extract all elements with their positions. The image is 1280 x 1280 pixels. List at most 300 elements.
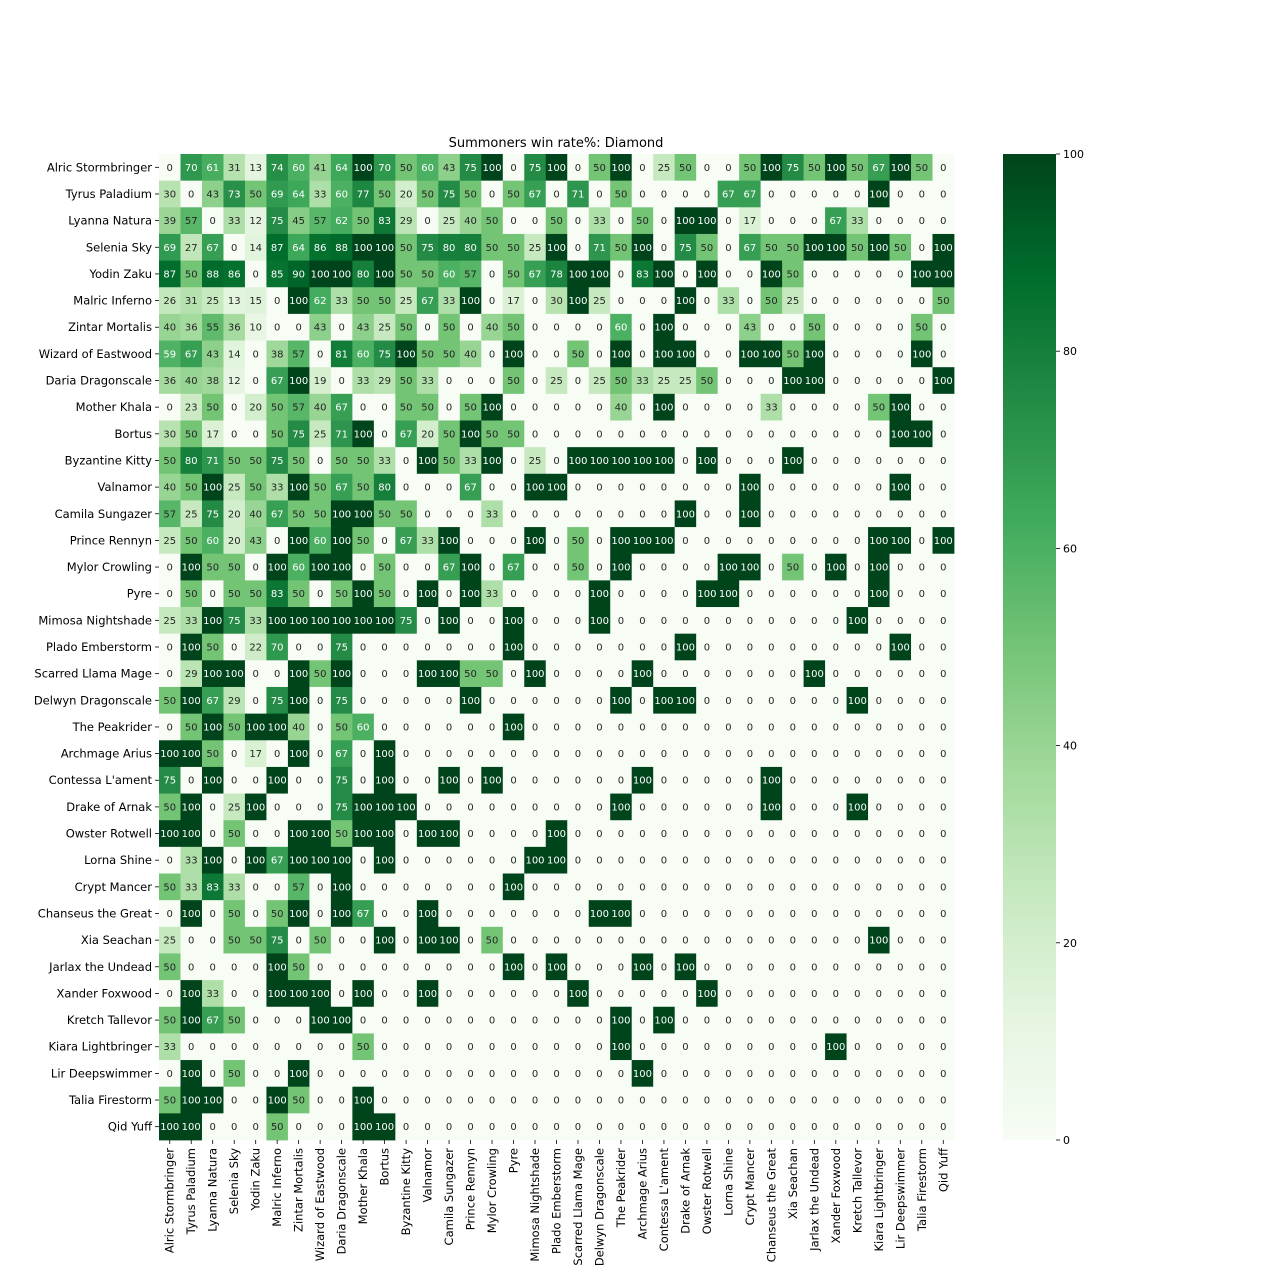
y-tick-label: Crypt Mancer bbox=[74, 879, 152, 894]
cell-value-label: 0 bbox=[209, 1122, 216, 1134]
cell-value-label: 0 bbox=[746, 615, 754, 627]
cell-value-label: 0 bbox=[445, 402, 453, 414]
cell-value-label: 0 bbox=[832, 429, 840, 441]
cell-value-label: 0 bbox=[231, 962, 238, 974]
cell-value-label: 50 bbox=[356, 482, 370, 494]
cell-value-label: 0 bbox=[596, 935, 603, 947]
cell-value-label: 100 bbox=[439, 775, 459, 787]
cell-value-label: 0 bbox=[510, 935, 517, 947]
cell-value-label: 50 bbox=[442, 455, 456, 467]
cell-value-label: 0 bbox=[854, 775, 861, 787]
cell-value-label: 0 bbox=[682, 189, 689, 201]
cell-value-label: 0 bbox=[832, 908, 840, 920]
cell-value-label: 0 bbox=[273, 669, 281, 681]
cell-value-label: 100 bbox=[289, 296, 309, 308]
cell-value-label: 100 bbox=[181, 1068, 201, 1080]
cell-value-label: 83 bbox=[206, 882, 220, 894]
cell-value-label: 80 bbox=[184, 455, 198, 467]
cell-value-label: 0 bbox=[940, 669, 947, 681]
cell-value-label: 0 bbox=[854, 829, 861, 841]
cell-value-label: 50 bbox=[292, 1095, 306, 1107]
cell-value-label: 50 bbox=[614, 189, 628, 201]
cell-value-label: 0 bbox=[231, 1122, 238, 1134]
cell-value-label: 0 bbox=[209, 962, 216, 974]
cell-value-label: 0 bbox=[789, 322, 797, 334]
cell-value-label: 0 bbox=[574, 882, 582, 894]
cell-value-label: 75 bbox=[270, 695, 284, 707]
cell-value-label: 100 bbox=[375, 269, 395, 281]
cell-value-label: 100 bbox=[804, 376, 824, 388]
cell-value-label: 100 bbox=[761, 269, 781, 281]
cell-value-label: 0 bbox=[188, 775, 195, 787]
cell-value-label: 100 bbox=[418, 935, 438, 947]
cell-value-label: 0 bbox=[703, 882, 711, 894]
cell-value-label: 0 bbox=[316, 882, 324, 894]
cell-value-label: 0 bbox=[467, 882, 474, 894]
cell-value-label: 100 bbox=[418, 589, 438, 601]
cell-value-label: 0 bbox=[381, 908, 388, 920]
cell-value-label: 0 bbox=[811, 642, 818, 654]
cell-value-label: 0 bbox=[725, 908, 732, 920]
cell-value-label: 0 bbox=[488, 1122, 496, 1134]
cell-value-label: 0 bbox=[660, 589, 668, 601]
cell-value-label: 0 bbox=[510, 802, 517, 814]
cell-value-label: 50 bbox=[614, 376, 628, 388]
cell-value-label: 33 bbox=[335, 296, 349, 308]
cell-value-label: 0 bbox=[488, 642, 496, 654]
cell-value-label: 0 bbox=[639, 722, 646, 734]
cell-value-label: 100 bbox=[160, 1122, 180, 1134]
cell-value-label: 100 bbox=[826, 162, 846, 174]
cell-value-label: 0 bbox=[574, 722, 582, 734]
cell-value-label: 0 bbox=[746, 402, 754, 414]
cell-value-label: 0 bbox=[467, 1068, 474, 1080]
cell-value-label: 100 bbox=[890, 642, 910, 654]
cell-value-label: 0 bbox=[359, 935, 367, 947]
cell-value-label: 0 bbox=[574, 1122, 582, 1134]
cell-value-label: 0 bbox=[231, 855, 238, 867]
cell-value-label: 0 bbox=[768, 988, 775, 1000]
cell-value-label: 0 bbox=[811, 509, 818, 521]
cell-value-label: 0 bbox=[553, 402, 560, 414]
cell-value-label: 0 bbox=[789, 1015, 797, 1027]
cell-value-label: 100 bbox=[203, 722, 223, 734]
cell-value-label: 0 bbox=[811, 855, 818, 867]
cell-value-label: 100 bbox=[375, 935, 395, 947]
cell-value-label: 0 bbox=[231, 402, 238, 414]
cell-value-label: 0 bbox=[252, 1015, 259, 1027]
cell-value-label: 0 bbox=[166, 402, 173, 414]
cell-value-label: 0 bbox=[209, 1068, 216, 1080]
cell-value-label: 50 bbox=[227, 589, 241, 601]
cell-value-label: 0 bbox=[789, 855, 797, 867]
cell-value-label: 100 bbox=[289, 482, 309, 494]
cell-value-label: 0 bbox=[854, 669, 861, 681]
cell-value-label: 0 bbox=[897, 1015, 904, 1027]
cell-value-label: 0 bbox=[918, 1095, 925, 1107]
cell-value-label: 0 bbox=[252, 562, 259, 574]
cell-value-label: 73 bbox=[227, 189, 241, 201]
cell-value-label: 100 bbox=[289, 908, 309, 920]
cell-value-label: 0 bbox=[316, 775, 324, 787]
cell-value-label: 0 bbox=[875, 908, 882, 920]
cell-value-label: 0 bbox=[832, 455, 840, 467]
cell-value-label: 0 bbox=[940, 162, 947, 174]
cell-value-label: 0 bbox=[553, 935, 560, 947]
cell-value-label: 67 bbox=[335, 749, 349, 761]
x-tick-label: Drake of Arnak bbox=[678, 1148, 693, 1234]
cell-value-label: 0 bbox=[574, 615, 582, 627]
cell-value-label: 0 bbox=[531, 402, 539, 414]
cell-value-label: 50 bbox=[614, 242, 628, 254]
cell-value-label: 0 bbox=[574, 855, 582, 867]
cell-value-label: 0 bbox=[639, 642, 646, 654]
cell-value-label: 0 bbox=[918, 935, 925, 947]
cell-value-label: 40 bbox=[464, 216, 477, 228]
cell-value-label: 0 bbox=[682, 269, 689, 281]
cell-value-label: 60 bbox=[335, 189, 349, 201]
cell-value-label: 0 bbox=[209, 216, 216, 228]
cell-value-label: 0 bbox=[875, 722, 882, 734]
cell-value-label: 100 bbox=[675, 509, 695, 521]
cell-value-label: 0 bbox=[918, 1042, 925, 1054]
cell-value-label: 0 bbox=[467, 322, 474, 334]
cell-value-label: 0 bbox=[553, 349, 560, 361]
cell-value-label: 0 bbox=[574, 962, 582, 974]
cell-value-label: 0 bbox=[875, 216, 882, 228]
cell-value-label: 67 bbox=[528, 189, 542, 201]
cell-value-label: 0 bbox=[467, 1095, 474, 1107]
cell-value-label: 0 bbox=[789, 402, 797, 414]
cell-value-label: 100 bbox=[589, 589, 610, 601]
cell-value-label: 0 bbox=[231, 775, 238, 787]
cell-value-label: 0 bbox=[918, 962, 925, 974]
cell-value-label: 19 bbox=[313, 376, 327, 388]
cell-value-label: 0 bbox=[725, 829, 732, 841]
cell-value-label: 33 bbox=[722, 296, 735, 308]
cell-value-label: 0 bbox=[445, 855, 453, 867]
cell-value-label: 0 bbox=[553, 722, 560, 734]
cell-value-label: 0 bbox=[617, 589, 625, 601]
cell-value-label: 0 bbox=[488, 349, 496, 361]
cell-value-label: 0 bbox=[531, 722, 539, 734]
cell-value-label: 0 bbox=[768, 1042, 775, 1054]
cell-value-label: 0 bbox=[467, 722, 474, 734]
cell-value-label: 0 bbox=[531, 376, 539, 388]
cell-value-label: 0 bbox=[768, 695, 775, 707]
cell-value-label: 0 bbox=[918, 642, 925, 654]
cell-value-label: 0 bbox=[596, 882, 603, 894]
cell-value-label: 0 bbox=[703, 642, 711, 654]
x-tick-label: Contessa L'ament bbox=[656, 1148, 671, 1252]
cell-value-label: 0 bbox=[789, 535, 797, 547]
cell-value-label: 50 bbox=[399, 269, 413, 281]
cell-value-label: 0 bbox=[811, 1015, 818, 1027]
cell-value-label: 0 bbox=[703, 908, 711, 920]
cell-value-label: 100 bbox=[310, 829, 330, 841]
cell-value-label: 0 bbox=[488, 962, 496, 974]
cell-value-label: 0 bbox=[897, 1095, 904, 1107]
cell-value-label: 100 bbox=[160, 749, 180, 761]
cell-value-label: 75 bbox=[335, 775, 349, 787]
cell-value-label: 0 bbox=[510, 855, 517, 867]
cell-value-label: 0 bbox=[596, 642, 603, 654]
cell-value-label: 75 bbox=[335, 642, 349, 654]
cell-value-label: 0 bbox=[553, 322, 560, 334]
cell-value-label: 100 bbox=[203, 615, 223, 627]
x-tick-label: Bortus bbox=[377, 1148, 392, 1186]
cell-value-label: 0 bbox=[574, 429, 582, 441]
cell-value-label: 100 bbox=[632, 535, 652, 547]
x-tick-label: Archmage Arius bbox=[635, 1148, 650, 1240]
cell-value-label: 50 bbox=[378, 189, 391, 201]
cell-value-label: 0 bbox=[553, 775, 560, 787]
cell-value-label: 0 bbox=[252, 269, 259, 281]
cell-value-label: 90 bbox=[292, 269, 306, 281]
cell-value-label: 0 bbox=[488, 1095, 496, 1107]
chart-title: Summoners win rate%: Diamond bbox=[448, 136, 664, 151]
cell-value-label: 43 bbox=[442, 162, 456, 174]
cell-value-label: 75 bbox=[227, 615, 241, 627]
cell-value-label: 100 bbox=[181, 829, 201, 841]
cell-value-label: 100 bbox=[546, 482, 567, 494]
cell-value-label: 0 bbox=[725, 376, 732, 388]
cell-value-label: 0 bbox=[639, 908, 646, 920]
cell-value-label: 50 bbox=[786, 562, 800, 574]
cell-value-label: 0 bbox=[617, 988, 625, 1000]
cell-value-label: 0 bbox=[875, 962, 882, 974]
cell-value-label: 0 bbox=[682, 908, 689, 920]
cell-value-label: 0 bbox=[467, 1042, 474, 1054]
cell-value-label: 0 bbox=[488, 296, 496, 308]
cell-value-label: 0 bbox=[596, 482, 603, 494]
cell-value-label: 50 bbox=[163, 695, 177, 707]
cell-value-label: 0 bbox=[553, 908, 560, 920]
cell-value-label: 0 bbox=[918, 882, 925, 894]
cell-value-label: 100 bbox=[632, 669, 652, 681]
cell-value-label: 60 bbox=[356, 722, 370, 734]
cell-value-label: 100 bbox=[353, 589, 373, 601]
cell-value-label: 0 bbox=[617, 482, 625, 494]
x-tick-label: Mother Khala bbox=[356, 1148, 371, 1225]
cell-value-label: 77 bbox=[356, 189, 370, 201]
cell-value-label: 0 bbox=[467, 1122, 474, 1134]
cell-value-label: 0 bbox=[811, 1042, 818, 1054]
cell-value-label: 0 bbox=[574, 322, 582, 334]
cell-value-label: 0 bbox=[897, 322, 904, 334]
cell-value-label: 0 bbox=[725, 722, 732, 734]
cell-value-label: 0 bbox=[424, 1122, 431, 1134]
cell-value-label: 0 bbox=[854, 322, 861, 334]
cell-value-label: 50 bbox=[292, 509, 306, 521]
cell-value-label: 0 bbox=[467, 775, 474, 787]
cell-value-label: 0 bbox=[832, 935, 840, 947]
cell-value-label: 0 bbox=[424, 482, 431, 494]
cell-value-label: 100 bbox=[418, 455, 438, 467]
cell-value-label: 0 bbox=[574, 1015, 582, 1027]
cell-value-label: 0 bbox=[531, 615, 539, 627]
cell-value-label: 0 bbox=[854, 402, 861, 414]
y-tick-label: Plado Emberstorm bbox=[45, 640, 152, 654]
cell-value-label: 0 bbox=[488, 988, 496, 1000]
cell-value-label: 100 bbox=[289, 669, 309, 681]
cell-value-label: 0 bbox=[746, 296, 754, 308]
cell-value-label: 0 bbox=[768, 642, 775, 654]
cell-value-label: 0 bbox=[703, 535, 711, 547]
cell-value-label: 0 bbox=[854, 642, 861, 654]
cell-value-label: 50 bbox=[850, 162, 864, 174]
cell-value-label: 100 bbox=[310, 1015, 330, 1027]
y-tick-label: Drake of Arnak bbox=[66, 799, 152, 814]
cell-value-label: 100 bbox=[740, 482, 760, 494]
y-tick-label: Alric Stormbringer bbox=[46, 160, 152, 175]
cell-value-label: 50 bbox=[227, 829, 241, 841]
cell-value-label: 50 bbox=[485, 429, 499, 441]
cell-value-label: 50 bbox=[163, 1015, 177, 1027]
cell-value-label: 100 bbox=[439, 935, 459, 947]
cell-value-label: 100 bbox=[289, 535, 309, 547]
cell-value-label: 33 bbox=[485, 589, 499, 601]
cell-value-label: 0 bbox=[617, 615, 625, 627]
cell-value-label: 0 bbox=[660, 1095, 668, 1107]
cell-value-label: 0 bbox=[445, 749, 453, 761]
cell-value-label: 57 bbox=[292, 882, 306, 894]
cell-value-label: 0 bbox=[811, 988, 818, 1000]
cell-value-label: 0 bbox=[510, 402, 517, 414]
cell-value-label: 50 bbox=[356, 216, 370, 228]
cell-value-label: 0 bbox=[316, 722, 324, 734]
cell-value-label: 0 bbox=[940, 349, 947, 361]
y-tick-label: Daria Dragonscale bbox=[45, 373, 152, 388]
colorbar-ticks bbox=[1056, 148, 1084, 1147]
cell-value-label: 100 bbox=[353, 242, 373, 254]
cell-value-label: 0 bbox=[897, 455, 904, 467]
cell-value-label: 0 bbox=[660, 829, 668, 841]
cell-value-label: 40 bbox=[464, 349, 477, 361]
cell-value-label: 0 bbox=[596, 1015, 603, 1027]
y-axis-labels bbox=[34, 160, 159, 1133]
cell-value-label: 0 bbox=[768, 455, 775, 467]
cell-value-label: 0 bbox=[402, 829, 410, 841]
cell-value-label: 100 bbox=[740, 509, 760, 521]
cell-value-label: 0 bbox=[897, 589, 904, 601]
cell-value-label: 0 bbox=[617, 509, 625, 521]
cell-value-label: 100 bbox=[461, 695, 481, 707]
cell-value-label: 50 bbox=[249, 455, 263, 467]
cell-value-label: 0 bbox=[832, 482, 840, 494]
cell-value-label: 0 bbox=[897, 695, 904, 707]
cell-value-label: 57 bbox=[163, 509, 177, 521]
cell-value-label: 50 bbox=[184, 269, 198, 281]
cell-value-label: 100 bbox=[826, 242, 846, 254]
cell-value-label: 0 bbox=[510, 1015, 517, 1027]
cell-value-label: 0 bbox=[166, 162, 173, 174]
cell-value-label: 60 bbox=[313, 535, 327, 547]
cell-value-label: 0 bbox=[510, 669, 517, 681]
cell-value-label: 100 bbox=[718, 589, 738, 601]
cell-value-label: 0 bbox=[510, 775, 517, 787]
cell-value-label: 0 bbox=[768, 722, 775, 734]
cell-value-label: 33 bbox=[163, 1042, 177, 1054]
cell-value-label: 0 bbox=[639, 429, 646, 441]
cell-value-label: 100 bbox=[203, 1095, 223, 1107]
cell-value-label: 0 bbox=[897, 935, 904, 947]
cell-value-label: 0 bbox=[445, 482, 453, 494]
x-tick-label: Delwyn Dragonscale bbox=[592, 1148, 607, 1267]
cell-value-label: 100 bbox=[611, 802, 631, 814]
cell-value-label: 0 bbox=[402, 1042, 410, 1054]
cell-value-label: 0 bbox=[617, 429, 625, 441]
cell-value-label: 0 bbox=[467, 935, 474, 947]
cell-value-label: 0 bbox=[488, 376, 496, 388]
cell-value-label: 50 bbox=[378, 509, 391, 521]
cell-value-label: 100 bbox=[181, 1015, 201, 1027]
cell-value-label: 0 bbox=[252, 962, 259, 974]
cell-value-label: 100 bbox=[632, 1068, 652, 1080]
cell-value-label: 0 bbox=[918, 1068, 925, 1080]
cell-value-label: 0 bbox=[402, 722, 410, 734]
cell-value-label: 0 bbox=[295, 1015, 302, 1027]
cell-value-label: 50 bbox=[786, 242, 800, 254]
cell-value-label: 100 bbox=[589, 269, 610, 281]
x-tick-label: Crypt Mancer bbox=[742, 1148, 757, 1226]
cell-value-label: 100 bbox=[418, 988, 438, 1000]
cell-value-label: 25 bbox=[593, 296, 606, 308]
cell-value-label: 0 bbox=[811, 189, 818, 201]
cell-value-label: 0 bbox=[660, 722, 668, 734]
cell-value-label: 0 bbox=[295, 935, 302, 947]
x-tick-label: Pyre bbox=[506, 1148, 521, 1174]
cell-value-label: 33 bbox=[249, 615, 263, 627]
cell-value-label: 50 bbox=[313, 669, 327, 681]
cell-value-label: 50 bbox=[184, 429, 198, 441]
cell-value-label: 100 bbox=[267, 1095, 287, 1107]
cell-value-label: 0 bbox=[725, 988, 732, 1000]
cell-value-label: 0 bbox=[854, 455, 861, 467]
cell-value-label: 100 bbox=[353, 162, 373, 174]
cell-value-label: 0 bbox=[574, 908, 582, 920]
cell-value-label: 0 bbox=[854, 1122, 861, 1134]
cell-value-label: 50 bbox=[313, 935, 327, 947]
cell-value-label: 36 bbox=[163, 376, 177, 388]
cell-value-label: 75 bbox=[378, 349, 391, 361]
cell-value-label: 0 bbox=[553, 189, 560, 201]
cell-value-label: 0 bbox=[703, 749, 711, 761]
cell-value-label: 0 bbox=[854, 535, 861, 547]
cell-value-label: 0 bbox=[854, 1015, 861, 1027]
cell-value-label: 0 bbox=[166, 722, 173, 734]
cell-value-label: 100 bbox=[589, 615, 610, 627]
cell-value-label: 100 bbox=[375, 775, 395, 787]
cell-value-label: 0 bbox=[639, 1015, 646, 1027]
cell-value-label: 14 bbox=[249, 242, 263, 254]
cell-value-label: 0 bbox=[940, 988, 947, 1000]
cell-value-label: 57 bbox=[292, 349, 306, 361]
cell-value-label: 0 bbox=[273, 802, 281, 814]
cell-value-label: 0 bbox=[531, 589, 539, 601]
cell-value-label: 0 bbox=[467, 802, 474, 814]
cell-value-label: 50 bbox=[915, 322, 929, 334]
y-tick-label: Lir Deepswimmer bbox=[50, 1066, 152, 1081]
cell-value-label: 67 bbox=[399, 429, 413, 441]
cell-value-label: 0 bbox=[811, 402, 818, 414]
cell-value-label: 0 bbox=[682, 935, 689, 947]
cell-value-label: 0 bbox=[940, 455, 947, 467]
cell-value-label: 100 bbox=[439, 535, 459, 547]
cell-value-label: 33 bbox=[464, 455, 477, 467]
cell-value-label: 0 bbox=[617, 296, 625, 308]
cell-value-label: 0 bbox=[252, 669, 259, 681]
